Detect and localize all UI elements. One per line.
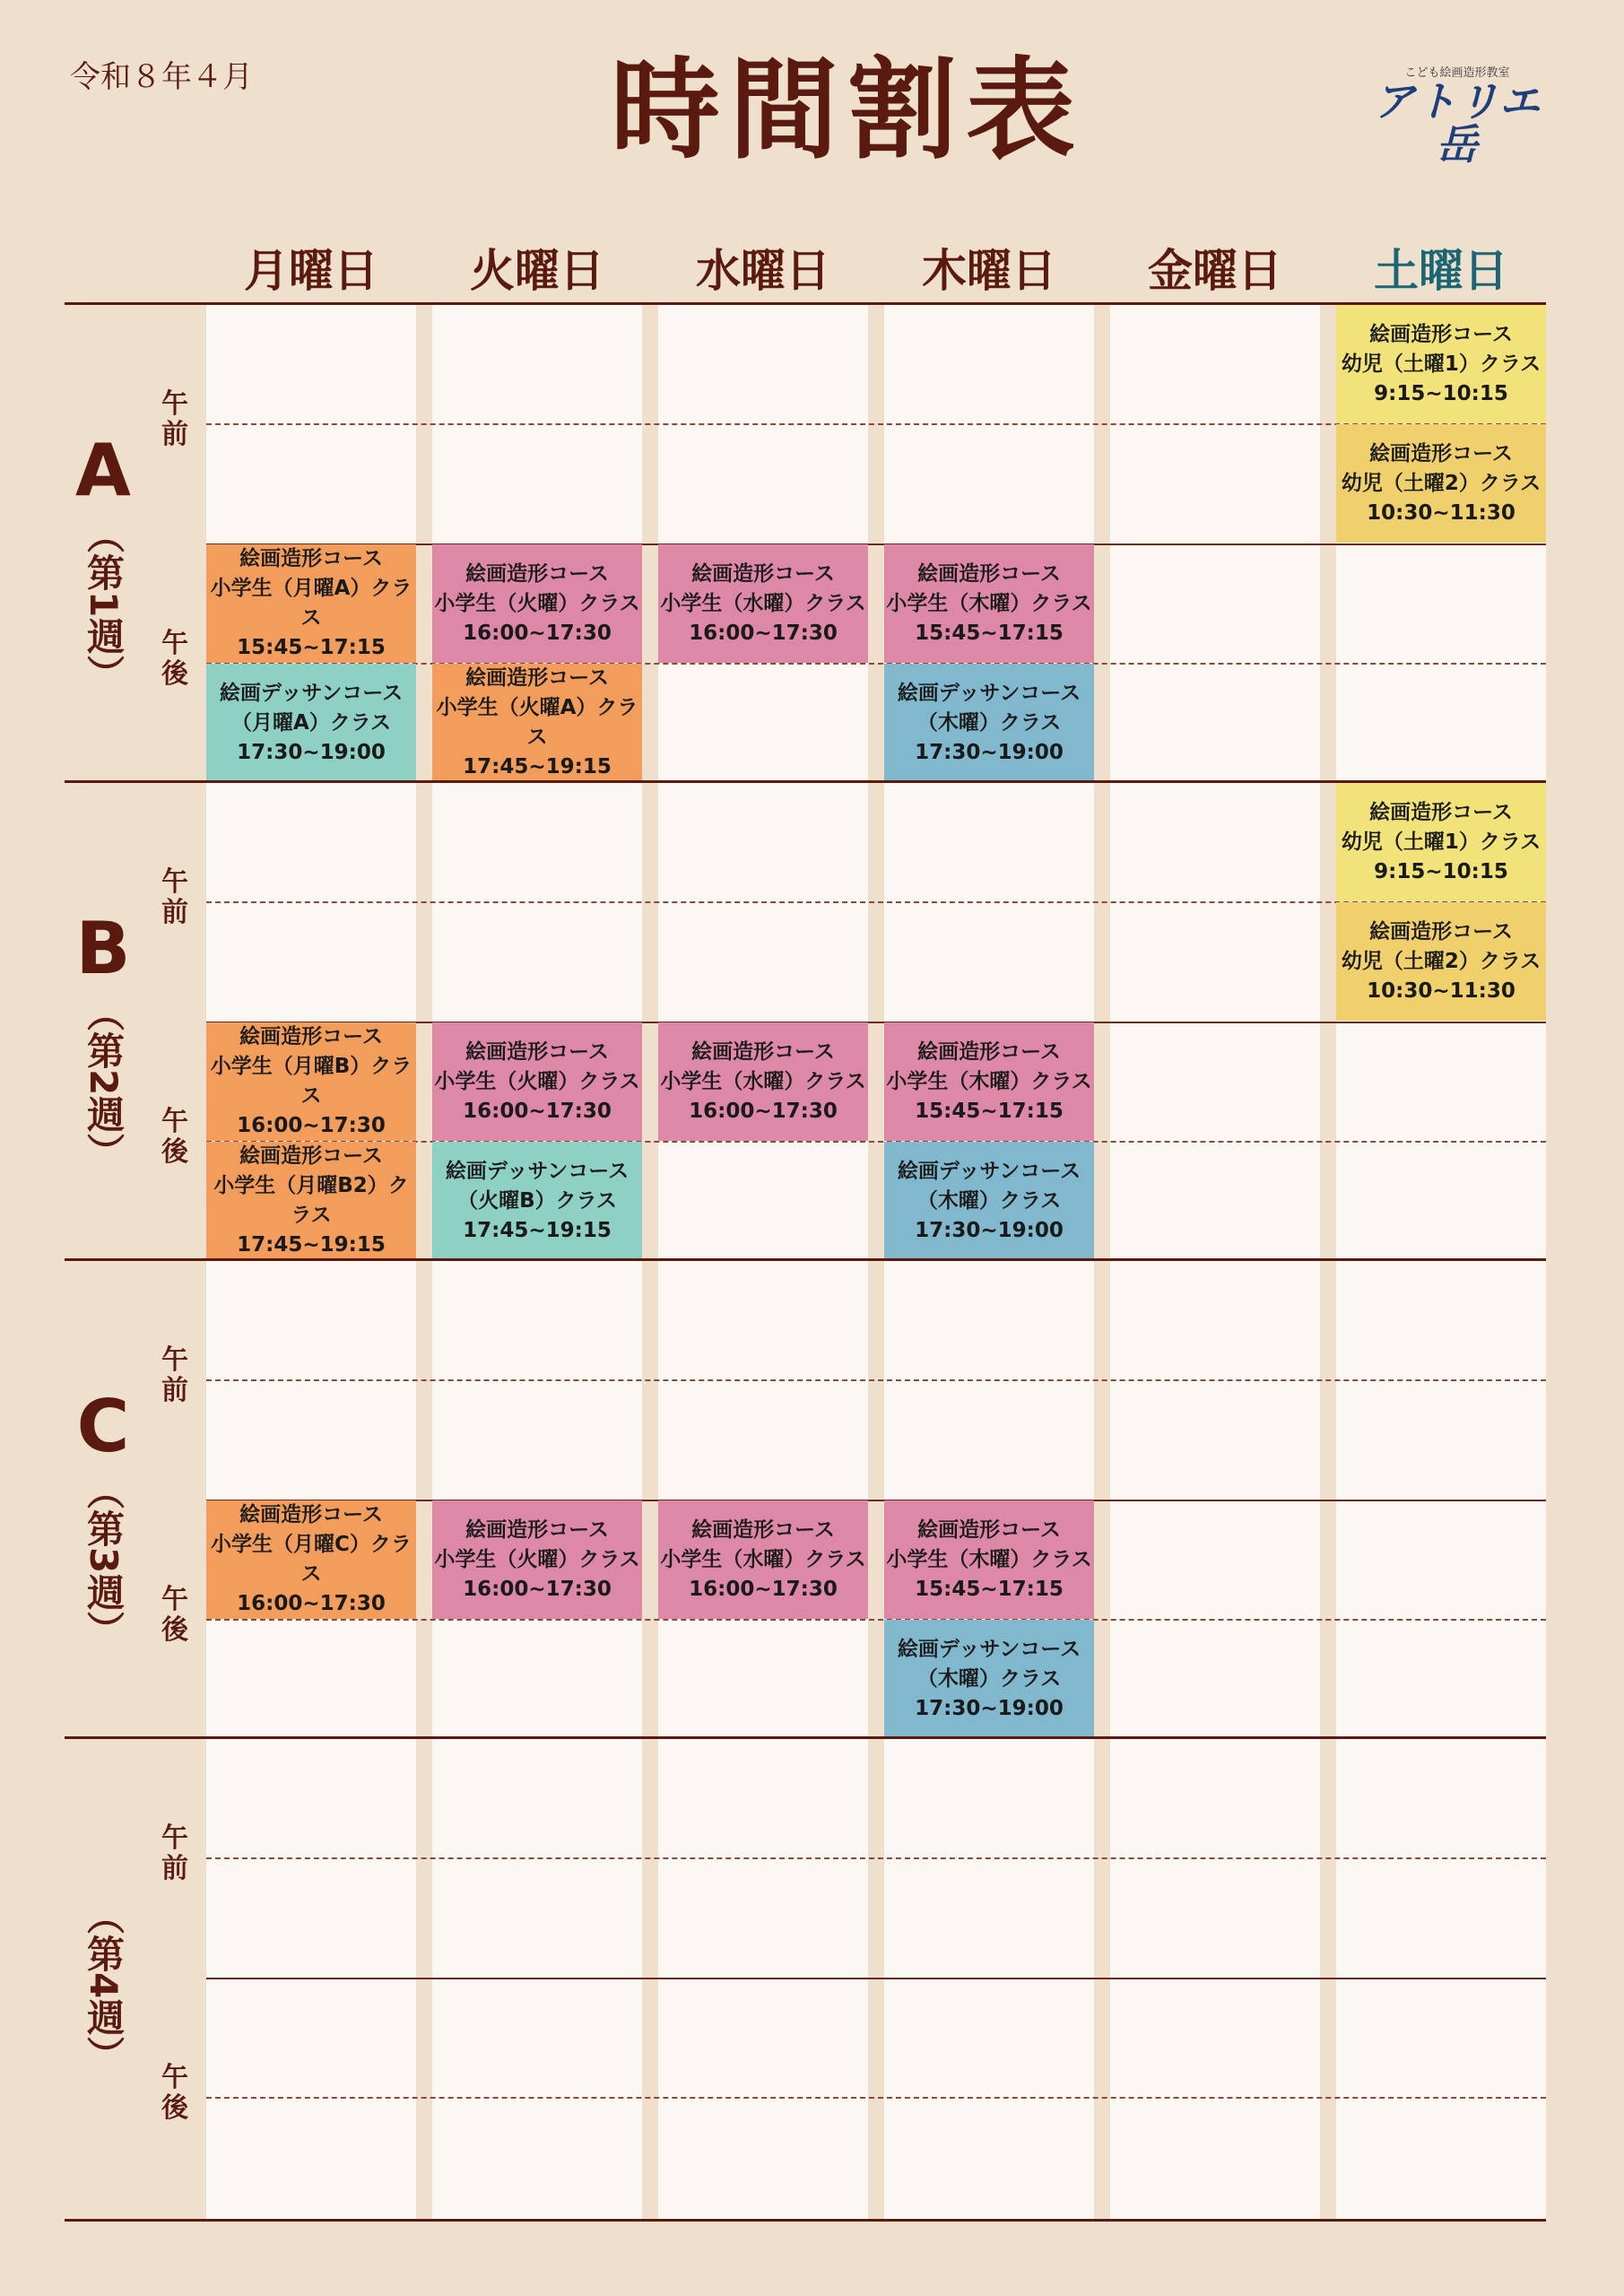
week-letter: A <box>75 429 131 512</box>
class-time: 17:30~19:00 <box>915 1218 1064 1242</box>
pm-label: 午 後 <box>161 628 188 690</box>
class-course: 絵画造形コース <box>465 1039 609 1064</box>
class-name: 小学生（火曜）クラス <box>434 591 640 615</box>
week-label-a <box>63 429 143 693</box>
pm-label: 午 後 <box>161 2062 188 2124</box>
page-title: 時間割表 <box>611 47 1084 174</box>
am-label: 午 前 <box>161 388 188 450</box>
class-course: 絵画造形コース <box>239 547 383 570</box>
atelier-logo <box>1368 63 1547 170</box>
class-block[interactable] <box>884 664 1094 782</box>
class-course: 絵画造形コース <box>917 1518 1061 1542</box>
class-time: 10:30~11:30 <box>1367 500 1515 525</box>
class-name: 小学生（水曜）クラス <box>660 1069 866 1093</box>
class-block[interactable] <box>206 1022 416 1141</box>
pm-label: 午 後 <box>161 1584 188 1646</box>
class-time: 17:45~19:15 <box>463 1218 612 1242</box>
class-time: 17:30~19:00 <box>915 1696 1064 1720</box>
class-course: 絵画造形コース <box>691 1518 835 1542</box>
class-block[interactable] <box>658 1022 868 1141</box>
class-course: 絵画造形コース <box>239 1025 383 1048</box>
am-label: 午 前 <box>161 1344 188 1406</box>
class-name: （火曜B）クラス <box>457 1188 617 1213</box>
class-name: （月曜A）クラス <box>230 710 392 735</box>
week-number-label: （第3週） <box>82 1472 126 1649</box>
class-block[interactable] <box>1336 783 1546 901</box>
class-block[interactable] <box>432 664 642 782</box>
class-name: 小学生（月曜B2）クラス <box>213 1174 409 1227</box>
class-name: （木曜）クラス <box>916 1188 1062 1213</box>
class-name: 小学生（月曜A）クラス <box>210 577 413 630</box>
class-name: （木曜）クラス <box>916 1666 1062 1691</box>
class-block[interactable] <box>206 1500 416 1619</box>
class-time: 17:30~19:00 <box>237 740 386 764</box>
class-name: 幼児（土曜1）クラス <box>1341 830 1541 854</box>
week-separator <box>65 302 1546 305</box>
week-label-c <box>63 1385 143 1649</box>
class-name: 小学生（火曜）クラス <box>434 1547 640 1571</box>
week-separator <box>65 1258 1546 1261</box>
day-header-friday: 金曜日 <box>1148 245 1282 297</box>
date-label: 令和８年４月 <box>70 59 253 95</box>
class-time: 16:00~17:30 <box>463 621 612 645</box>
class-name: 小学生（木曜）クラス <box>886 591 1092 615</box>
class-name: 幼児（土曜1）クラス <box>1341 352 1541 376</box>
class-course: 絵画造形コース <box>691 561 835 586</box>
class-time: 10:30~11:30 <box>1367 978 1515 1003</box>
class-block[interactable] <box>884 544 1094 663</box>
class-course: 絵画造形コース <box>1369 800 1513 824</box>
class-time: 17:30~19:00 <box>915 740 1064 764</box>
class-course: 絵画デッサンコース <box>219 681 404 705</box>
class-course: 絵画造形コース <box>1369 322 1513 346</box>
pm-label: 午 後 <box>161 1106 188 1168</box>
class-course: 絵画造形コース <box>239 1144 383 1168</box>
class-block[interactable] <box>658 544 868 663</box>
class-course: 絵画デッサンコース <box>897 681 1081 705</box>
class-time: 16:00~17:30 <box>463 1099 612 1123</box>
class-block[interactable] <box>432 544 642 663</box>
class-course: 絵画造形コース <box>465 666 609 690</box>
week-separator <box>65 1736 1546 1739</box>
day-header-tuesday: 火曜日 <box>470 245 604 297</box>
class-block[interactable] <box>432 1142 642 1260</box>
am-label: 午 前 <box>161 866 188 928</box>
class-name: 幼児（土曜2）クラス <box>1341 949 1541 973</box>
week-label-b <box>63 907 143 1171</box>
class-time: 16:00~17:30 <box>689 1099 838 1123</box>
class-course: 絵画造形コース <box>917 1039 1061 1064</box>
class-name: 小学生（木曜）クラス <box>886 1069 1092 1093</box>
class-course: 絵画造形コース <box>1369 441 1513 465</box>
class-block[interactable] <box>884 1500 1094 1619</box>
class-course: 絵画造形コース <box>465 561 609 586</box>
class-name: 小学生（水曜）クラス <box>660 1547 866 1571</box>
am-label: 午 前 <box>161 1822 188 1884</box>
class-block[interactable] <box>884 1142 1094 1260</box>
slot-divider <box>206 2097 1546 2099</box>
logo-subtitle: こども絵画造形教室 <box>1404 66 1510 80</box>
class-time: 15:45~17:15 <box>915 1577 1064 1601</box>
class-course: 絵画造形コース <box>1369 919 1513 944</box>
class-name: 小学生（水曜）クラス <box>660 591 866 615</box>
week-letter: B <box>75 907 131 990</box>
class-name: （木曜）クラス <box>916 710 1062 735</box>
week-letter: C <box>76 1385 130 1468</box>
class-block[interactable] <box>206 664 416 782</box>
class-block[interactable] <box>884 1620 1094 1738</box>
day-header-monday: 月曜日 <box>244 245 378 297</box>
class-time: 9:15~10:15 <box>1374 381 1508 405</box>
logo-name: アトリエ岳 <box>1373 77 1541 170</box>
class-course: 絵画造形コース <box>465 1518 609 1542</box>
week-number-label: （第4週） <box>82 1897 126 2074</box>
class-block[interactable] <box>432 1500 642 1619</box>
class-course: 絵画造形コース <box>917 561 1061 586</box>
class-time: 15:45~17:15 <box>915 621 1064 645</box>
class-name: 幼児（土曜2）クラス <box>1341 471 1541 495</box>
class-time: 9:15~10:15 <box>1374 859 1508 883</box>
day-column <box>1336 304 1546 2221</box>
class-name: 小学生（火曜A）クラス <box>436 696 638 749</box>
class-time: 16:00~17:30 <box>689 621 838 645</box>
slot-divider <box>206 1379 1546 1381</box>
class-block[interactable] <box>1336 305 1546 423</box>
day-column <box>1110 304 1320 2221</box>
am-pm-divider <box>206 1978 1546 1979</box>
class-time: 17:45~19:15 <box>237 1233 386 1257</box>
class-name: 小学生（木曜）クラス <box>886 1547 1092 1571</box>
class-block[interactable] <box>884 1022 1094 1141</box>
day-header-wednesday: 水曜日 <box>696 245 830 297</box>
class-block[interactable] <box>1336 902 1546 1021</box>
class-name: 小学生（月曜B）クラス <box>210 1055 413 1108</box>
class-course: 絵画デッサンコース <box>897 1637 1081 1661</box>
class-time: 16:00~17:30 <box>463 1577 612 1601</box>
class-course: 絵画デッサンコース <box>445 1159 630 1183</box>
week-separator <box>65 780 1546 783</box>
class-time: 16:00~17:30 <box>237 1114 386 1137</box>
week-number-label: （第1週） <box>82 516 126 693</box>
class-time: 17:45~19:15 <box>463 755 612 778</box>
class-block[interactable] <box>432 1022 642 1141</box>
class-block[interactable] <box>658 1500 868 1619</box>
class-block[interactable] <box>1336 424 1546 543</box>
day-header-thursday: 木曜日 <box>922 245 1056 297</box>
slot-divider <box>206 1857 1546 1859</box>
class-course: 絵画造形コース <box>239 1503 383 1526</box>
week-separator <box>65 2219 1546 2222</box>
class-course: 絵画デッサンコース <box>897 1159 1081 1183</box>
week-label-4 <box>63 1897 143 2074</box>
class-time: 16:00~17:30 <box>689 1577 838 1601</box>
slot-divider <box>206 1619 1546 1621</box>
class-course: 絵画造形コース <box>691 1039 835 1064</box>
day-header-saturday: 土曜日 <box>1374 245 1508 297</box>
class-time: 15:45~17:15 <box>915 1099 1064 1123</box>
class-block[interactable] <box>206 1142 416 1260</box>
class-name: 小学生（月曜C）クラス <box>211 1533 412 1586</box>
class-block[interactable] <box>206 544 416 663</box>
class-name: 小学生（火曜）クラス <box>434 1069 640 1093</box>
week-number-label: （第2週） <box>82 994 126 1171</box>
class-time: 15:45~17:15 <box>237 636 386 659</box>
class-time: 16:00~17:30 <box>237 1592 386 1615</box>
